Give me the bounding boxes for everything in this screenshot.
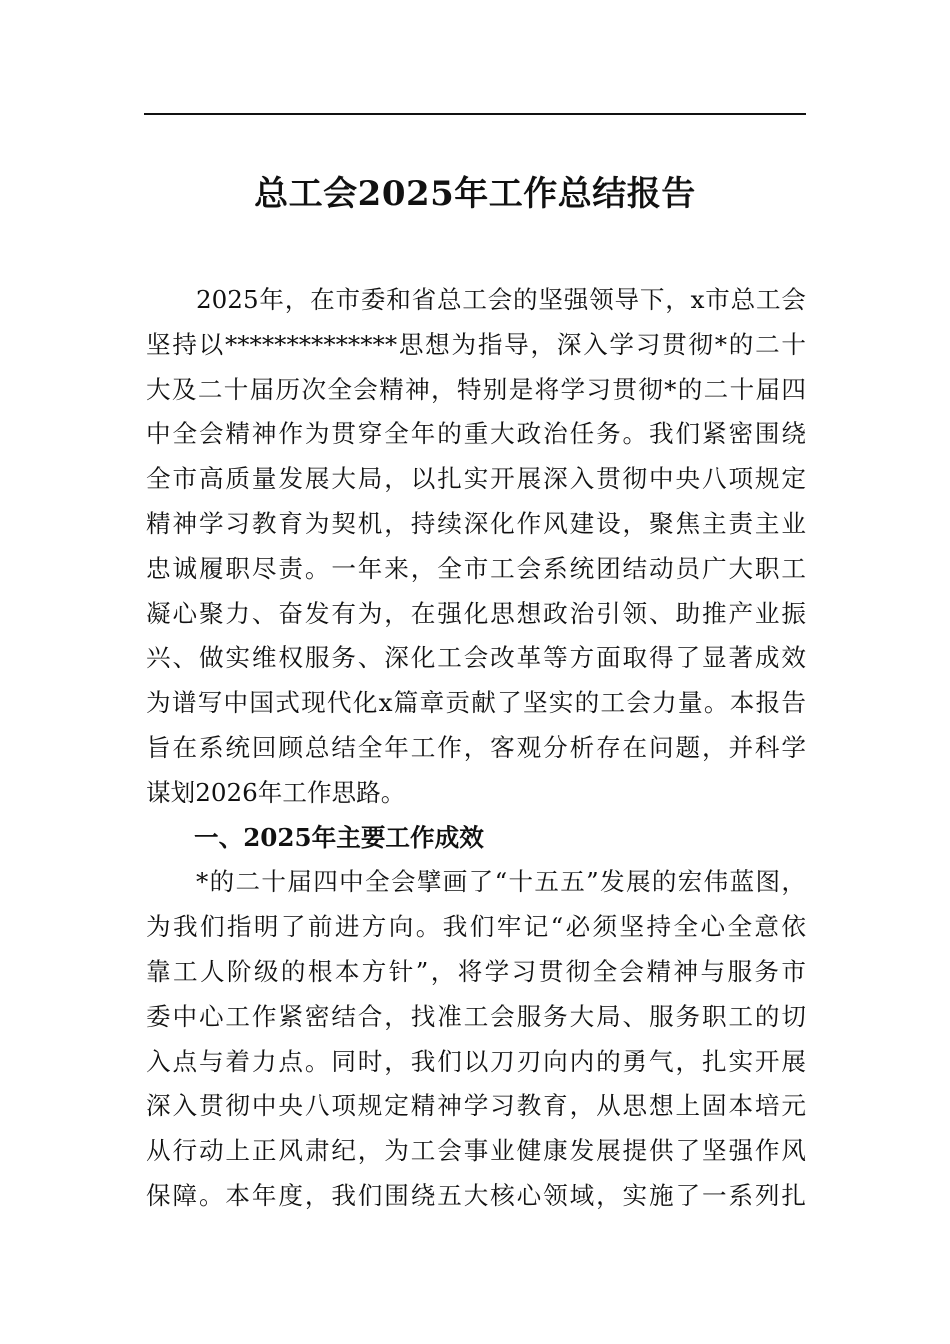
document-body [146, 278, 806, 1219]
section-heading: 一、2025年主要工作成效 [194, 822, 484, 852]
text-line: 凝心聚力、奋发有为，在强化思想政治引领、助推产业振 [146, 598, 806, 628]
text-line: 为谱写中国式现代化x篇章贡献了坚实的工会力量。本报告 [146, 688, 806, 718]
text-line: 旨在系统回顾总结全年工作，客观分析存在问题，并科学 [146, 732, 806, 762]
text-line: 谋划2026年工作思路。 [146, 777, 406, 807]
document-title: 总工会2025年工作总结报告 [254, 174, 696, 214]
paragraph-achievements [146, 860, 806, 1218]
text-line: 深入贯彻中央八项规定精神学习教育，从思想上固本培元 [146, 1091, 806, 1121]
text-line: *的二十届四中全会擘画了“十五五”发展的宏伟蓝图， [196, 867, 806, 897]
paragraph-intro [146, 278, 806, 816]
text-line: 靠工人阶级的根本方针”，将学习贯彻全会精神与服务市 [146, 956, 806, 986]
text-line: 兴、做实维权服务、深化工会改革等方面取得了显著成效 [146, 643, 806, 673]
text-line: 入点与着力点。同时，我们以刀刃向内的勇气，扎实开展 [146, 1046, 806, 1076]
text-line: 大及二十届历次全会精神，特别是将学习贯彻*的二十届四 [146, 374, 806, 404]
text-line: 为我们指明了前进方向。我们牢记“必须坚持全心全意依 [146, 912, 806, 942]
text-line: 全市高质量发展大局，以扎实开展深入贯彻中央八项规定 [146, 464, 806, 494]
text-line: 中全会精神作为贯穿全年的重大政治任务。我们紧密围绕 [146, 419, 806, 449]
text-line: 委中心工作紧密结合，找准工会服务大局、服务职工的切 [146, 1001, 806, 1031]
text-line: 忠诚履职尽责。一年来，全市工会系统团结动员广大职工 [146, 553, 806, 583]
text-line: 保障。本年度，我们围绕五大核心领域，实施了一系列扎 [146, 1180, 806, 1210]
text-line: 从行动上正风肃纪，为工会事业健康发展提供了坚强作风 [146, 1136, 806, 1166]
text-line: 精神学习教育为契机，持续深化作风建设，聚焦主责主业 [146, 508, 806, 538]
text-line: 2025年，在市委和省总工会的坚强领导下，x市总工会 [196, 285, 806, 314]
header-rule [144, 113, 806, 115]
text-line: 坚持以**************思想为指导，深入学习贯彻*的二十 [146, 329, 806, 359]
